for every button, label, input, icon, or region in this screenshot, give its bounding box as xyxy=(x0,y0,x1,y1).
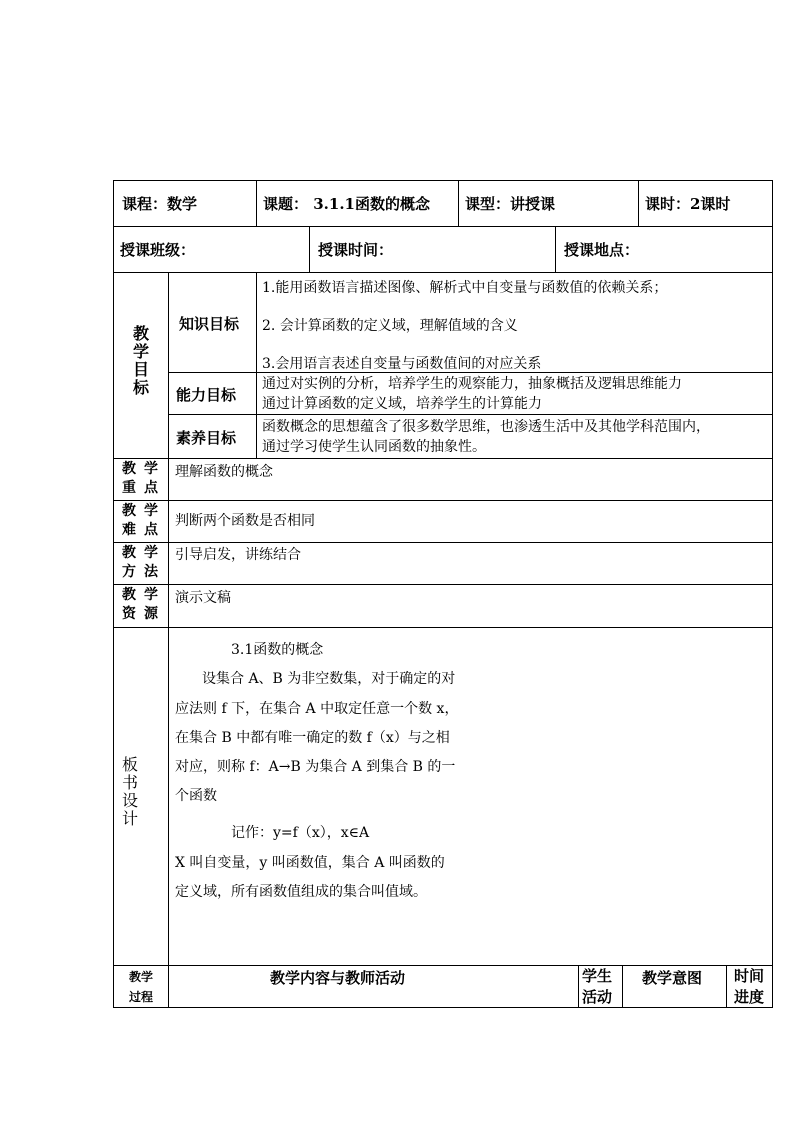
knowledge-goal-title: 知识目标 xyxy=(179,315,240,333)
literacy-line: 通过学习使学生认同函数的抽象性。 xyxy=(262,439,486,455)
method-row: 教学 方法 引导启发，讲练结合 xyxy=(114,543,772,585)
literacy-goal-row xyxy=(169,414,772,458)
knowledge-line: 2. 会计算函数的定义域，理解值域的含义 xyxy=(262,318,518,334)
progress-header: 时间 进度 xyxy=(734,967,765,1006)
ability-goal-title: 能力目标 xyxy=(176,386,237,404)
ability-goal-row xyxy=(169,372,772,415)
board-label: 板 书 设 计 xyxy=(121,755,138,828)
goals-label: 教 学 目 标 xyxy=(132,324,149,397)
ability-line: 通过计算函数的定义域，培养学生的计算能力 xyxy=(262,396,542,412)
knowledge-line: 3.会用语言表述自变量与函数值间的对应关系 xyxy=(262,356,542,372)
class-label: 授课班级： xyxy=(120,241,196,259)
process-header-row: 教学 过程 教学内容与教师活动 学生 活动 教学意图 时间 进度 xyxy=(114,966,772,1007)
key-point-content: 理解函数的概念 xyxy=(175,464,273,480)
board-content: 3.1函数的概念 设集合 A、B 为非空数集，对于确定的对 应法则 f 下，在集合 A 中取定任意一个数 x， 在集合 B 中都有唯一确定的数 f（x）与之相 对应，则称 f：A→B 为集合 A 到集合 B 的一 个函数 记作：y=f（x），x∈A X 叫自变量，y 叫函数值，集合 A 叫函数的 定义域，所有函数值组成的集合叫值域。 xyxy=(168,628,772,965)
method-content: 引导启发，讲练结合 xyxy=(175,547,301,563)
resource-row: 教学 资源 演示文稿 xyxy=(114,585,772,628)
key-point-row: 教学 重点 理解函数的概念 xyxy=(114,459,772,501)
literacy-line: 函数概念的思想蕴含了很多数学思维，也渗透生活中及其他学科范围内， xyxy=(262,419,710,435)
knowledge-goal-row xyxy=(169,273,772,373)
knowledge-line: 1.能用函数语言描述图像、解析式中自变量与函数值的依赖关系； xyxy=(262,280,668,296)
course-label: 课程：数学 xyxy=(122,195,198,213)
difficulty-content: 判断两个函数是否相同 xyxy=(175,513,315,529)
type-label: 课型：讲授课 xyxy=(465,195,556,213)
difficulty-row: 教学 难点 判断两个函数是否相同 xyxy=(114,501,772,543)
literacy-goal-title: 素养目标 xyxy=(176,429,237,447)
header-row xyxy=(114,181,772,227)
hours-label: 课时：2课时 xyxy=(645,195,731,213)
place-label: 授课地点： xyxy=(564,241,640,259)
time-label: 授课时间： xyxy=(318,241,394,259)
content-header: 教学内容与教师活动 xyxy=(270,969,406,987)
board-design-row xyxy=(114,628,772,966)
intent-header: 教学意图 xyxy=(642,969,703,987)
info-row xyxy=(114,227,772,273)
process-label: 教学 xyxy=(128,970,153,984)
goals-block xyxy=(114,273,772,459)
topic-label: 课题： 3.1.1函数的概念 xyxy=(263,195,430,213)
resource-content: 演示文稿 xyxy=(175,590,231,606)
ability-line: 通过对实例的分析，培养学生的观察能力，抽象概括及逻辑思维能力 xyxy=(262,376,682,392)
student-activity-header: 学生 活动 xyxy=(582,967,613,1006)
lesson-plan-table xyxy=(113,180,773,1008)
